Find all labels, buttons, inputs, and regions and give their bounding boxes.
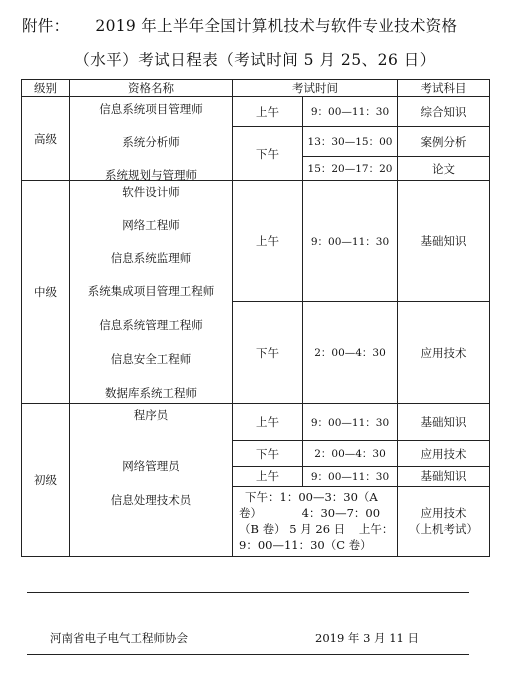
qualification-name: 系统规划与管理师 xyxy=(105,168,197,182)
footer-organization: 河南省电子电气工程师协会 xyxy=(50,631,188,645)
qualification-name: 系统集成项目管理工程师 xyxy=(87,284,215,299)
time-cell: 13：30—15：00 xyxy=(303,127,398,157)
period-cell: 上午 xyxy=(233,404,303,441)
special-time-line: 上午：9：00—11：30（C 卷） xyxy=(239,522,394,553)
period-cell: 上午 xyxy=(233,97,303,127)
time-cell: 15：20—17：20 xyxy=(303,157,398,181)
time-cell: 2：00—4：30 xyxy=(303,441,398,466)
subject-cell: 应用技术 xyxy=(398,301,490,403)
qualification-name: 信息安全工程师 xyxy=(110,352,192,367)
subject-cell: 应用技术 xyxy=(398,441,490,466)
period-cell: 下午 xyxy=(233,441,303,466)
names-senior xyxy=(70,97,233,181)
special-subject-line: 应用技术 xyxy=(420,506,467,521)
footer-bottom-rule xyxy=(27,654,469,655)
subject-cell xyxy=(398,486,490,556)
period-cell: 上午 xyxy=(233,181,303,302)
header-name: 资格名称 xyxy=(70,80,233,97)
names-intermediate xyxy=(70,181,233,404)
time-cell: 2：00—4：30 xyxy=(303,301,398,403)
title-line-2: （水平）考试日程表（考试时间 5 月 25、26 日） xyxy=(74,51,436,69)
qualification-name: 数据库系统工程师 xyxy=(105,386,197,401)
subject-cell: 综合知识 xyxy=(398,97,490,127)
qualification-name: 信息处理技术员 xyxy=(110,493,192,508)
level-senior: 高级 xyxy=(22,97,70,181)
qualification-name: 信息系统管理工程师 xyxy=(99,318,203,333)
period-cell: 上午 xyxy=(233,466,303,486)
time-cell: 9：00—11：30 xyxy=(303,181,398,302)
special-time-line: 4：30—7：00（B 卷） xyxy=(239,506,381,537)
qualification-name: 程序员 xyxy=(133,408,169,423)
footer-top-rule xyxy=(27,592,469,593)
table-header-row xyxy=(22,80,490,97)
subject-cell: 论文 xyxy=(398,157,490,181)
title-line-1 xyxy=(22,14,457,36)
qualification-name: 信息系统监理师 xyxy=(110,251,192,266)
attachment-label: 附件： xyxy=(22,17,70,35)
qualification-name: 信息系统项目管理师 xyxy=(99,102,203,116)
qualification-name: 网络工程师 xyxy=(122,218,180,233)
title-text-1: 2019 年上半年全国计算机技术与软件专业技术资格 xyxy=(95,17,458,35)
header-subject: 考试科目 xyxy=(398,80,490,97)
period-cell: 下午 xyxy=(233,301,303,403)
time-cell: 9：00—11：30 xyxy=(303,466,398,486)
exam-schedule-table xyxy=(21,79,490,557)
qualification-name: 系统分析师 xyxy=(122,135,180,149)
special-subject-line: （上机考试） xyxy=(409,522,478,537)
table-row xyxy=(22,404,490,441)
header-level: 级别 xyxy=(22,80,70,97)
qualification-name: 网络管理员 xyxy=(122,459,180,474)
level-junior: 初级 xyxy=(22,404,70,557)
names-junior xyxy=(70,404,233,557)
subject-cell: 基础知识 xyxy=(398,404,490,441)
time-cell: 9：00—11：30 xyxy=(303,97,398,127)
special-session-time xyxy=(233,486,398,556)
special-time-line: 下午：1：00—3：30（A 卷） xyxy=(239,490,378,521)
qualification-name: 软件设计师 xyxy=(122,185,180,200)
header-time: 考试时间 xyxy=(233,80,398,97)
subject-cell: 案例分析 xyxy=(398,127,490,157)
table-row xyxy=(22,97,490,127)
special-date-line: 5 月 26 日 xyxy=(289,522,346,537)
period-cell: 下午 xyxy=(233,127,303,181)
table-row xyxy=(22,181,490,302)
subject-cell: 基础知识 xyxy=(398,466,490,486)
level-intermediate: 中级 xyxy=(22,181,70,404)
footer-date: 2019 年 3 月 11 日 xyxy=(315,631,419,645)
subject-cell: 基础知识 xyxy=(398,181,490,302)
time-cell: 9：00—11：30 xyxy=(303,404,398,441)
